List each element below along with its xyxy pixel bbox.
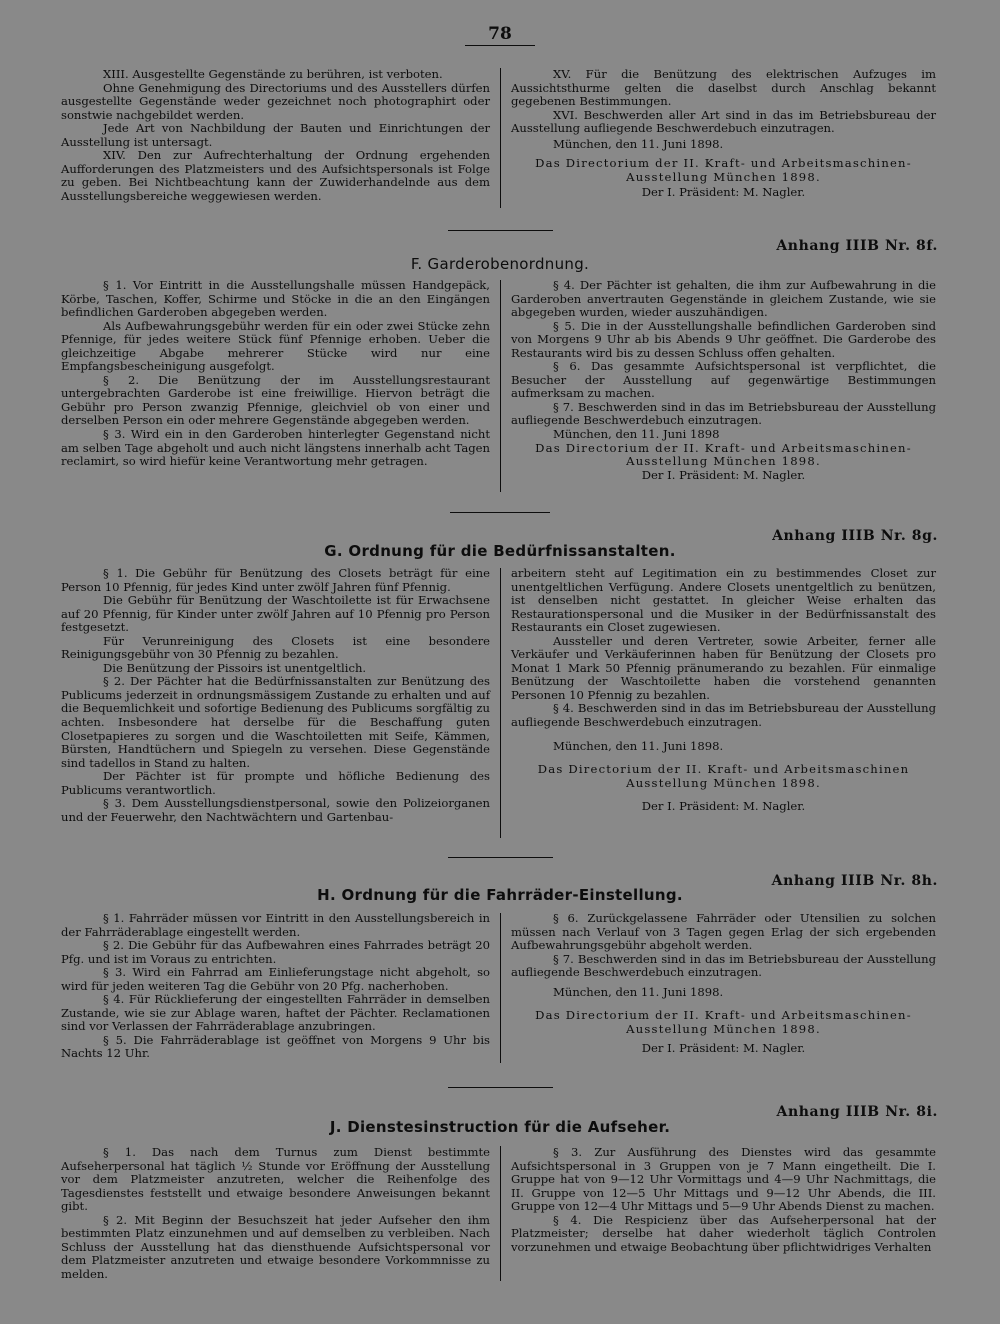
paragraph: § 4. Die Respicienz über das Aufseherpersonal hat der Platzmeister; derselbe hat daher wiederholt täglich Controlen vorzunehmen und etwaige Beobachtung über pflichtwidriges Verhalten bbox=[511, 1212, 936, 1254]
paragraph: Aussteller und deren Vertreter, sowie Arbeiter, ferner alle Verkäufer und Verkäuferinnen haben für Benützung der Closets pro Monat 1 Mark 50 Pfennig pränumerando zu bezahlen. Für einmalige Benützung der Waschtoilette haben die vorstehend genannten Personen 10 Pfennig zu bezahlen. bbox=[511, 633, 936, 702]
paragraph: § 1. Die Gebühr für Benützung des Closets beträgt für eine Person 10 Pfennig, für jedes Kind unter zwölf Jahren fünf Pfennig. bbox=[61, 566, 490, 594]
sec-h-left-column bbox=[61, 912, 490, 1061]
paragraph: Der Pächter ist für prompte und höfliche Bedienung des Publicums verantwortlich. bbox=[61, 769, 490, 797]
paragraph: § 1. Das nach dem Turnus zum Dienst bestimmte Aufseherpersonal hat täglich ½ Stunde vor Eröffnung der Ausstellung vor dem Platzmeister anzutreten, welcher die Reihenfolge des Tagesdienstes feststellt und etwaige besondere Anweisungen bekannt gibt. bbox=[61, 1145, 490, 1214]
paragraph: XIV. Den zur Aufrechterhaltung der Ordnung ergehenden Aufforderungen des Platzmeisters und des Aufsichtspersonals ist Folge zu geben. Bei Nichtbeachtung kann der Zuwiderhandelnde aus dem Ausstellungsbereiche weggewiesen werden. bbox=[61, 148, 490, 203]
sec-f-right-column bbox=[511, 279, 936, 482]
sec-g-left-column bbox=[61, 567, 490, 824]
column-divider bbox=[500, 68, 501, 208]
paragraph: § 4. Beschwerden sind in das im Betriebsbureau der Ausstellung aufliegende Beschwerdebuch einzutragen. bbox=[511, 701, 936, 730]
column-divider bbox=[500, 568, 501, 838]
paragraph: § 7. Beschwerden sind in das im Betriebsbureau der Ausstellung aufliegende Beschwerdebuch einzutragen. bbox=[511, 951, 936, 980]
paragraph: Für Verunreinigung des Closets ist eine besondere Reinigungsgebühr von 30 Pfennig zu bezahlen. bbox=[61, 633, 490, 662]
paragraph: § 1. Fahrräder müssen vor Eintritt in den Ausstellungsbereich in der Fahrräderablage eingestellt werden. bbox=[61, 911, 490, 939]
signature-president: Der I. Präsident: M. Nagler. bbox=[641, 467, 806, 482]
section-separator bbox=[450, 512, 550, 513]
signature-president: Der I. Präsident: M. Nagler. bbox=[641, 799, 806, 814]
paragraph: § 3. Dem Ausstellungsdienstpersonal, sowie den Polizeiorganen und der Feuerwehr, den Nachtwächtern und Gartenbau- bbox=[61, 796, 490, 824]
signature-date: München, den 11. Juni 1898. bbox=[553, 984, 724, 999]
sec-e-right-column bbox=[511, 68, 936, 200]
section-title: F. Garderobenordnung. bbox=[410, 255, 590, 273]
paragraph: § 2. Der Pächter hat die Bedürfnissanstalten zur Benützung des Publicums jederzeit in ordnungsmässigem Zustande zu erhalten und auf die Bequemlichkeit und sofortige Bedienung des Publicums sorgfältig zu achten. Insbesondere hat derselbe für die Beschaffung guten Closetpapieres zu sorgen und die Waschtoiletten mit Seife, Kämmen, Bürsten, Handtüchern und Spiegeln zu versehen. Diese Gegenstände sind tadellos in Stand zu halten. bbox=[61, 674, 490, 770]
sec-j-left-column bbox=[61, 1146, 490, 1281]
signature-directorate: Das Directorium der II. Kraft- und Arbeitsmaschinen bbox=[537, 762, 910, 777]
section-separator bbox=[448, 1087, 553, 1088]
annex-label: Anhang IIIB Nr. 8h. bbox=[771, 873, 938, 889]
paragraph: arbeitern steht auf Legitimation ein zu bestimmendes Closet zur unentgeltlichen Verfügung. Andere Closets unentgeltlich zu benützen, ist denselben nicht gestattet. In gleicher Weise erhalten das Restaurationspersonal und die Musiker in der Bedürfnissanstalt des Restaurants ein Closet zugewiesen. bbox=[511, 566, 936, 635]
paragraph: XIII. Ausgestellte Gegenstände zu berühren, ist verboten. bbox=[103, 67, 443, 81]
paragraph: § 5. Die in der Ausstellungshalle befindlichen Garderoben sind von Morgens 9 Uhr ab bis Abends 9 Uhr geöffnet. Die Garderobe des Restaurants wird bis zu dessen Schluss offen gehalten. bbox=[511, 318, 936, 360]
paragraph: Die Benützung der Pissoirs ist unentgeltlich. bbox=[103, 660, 367, 675]
paragraph: Ohne Genehmigung des Directoriums und des Ausstellers dürfen ausgestellte Gegenstände weder gezeichnet noch photographirt oder sonstwie nachgebildet werden. bbox=[61, 80, 490, 122]
paragraph: § 3. Wird ein Fahrrad am Einlieferungstage nicht abgeholt, so wird für jeden weiteren Tag die Gebühr von 20 Pfg. nacherhoben. bbox=[61, 965, 490, 993]
paragraph: § 2. Die Benützung der im Ausstellungsrestaurant untergebrachten Garderobe ist eine freiwillige. Hiervon beträgt die Gebühr pro Person zwanzig Pfennige, gleichviel ob von einer und derselben Person ein oder mehrere Gegenstände abgegeben werden. bbox=[61, 372, 490, 428]
signature-directorate: Ausstellung München 1898. bbox=[626, 169, 821, 184]
annex-label: Anhang IIIB Nr. 8f. bbox=[776, 238, 938, 254]
section-title: G. Ordnung für die Bedürfnissanstalten. bbox=[324, 542, 676, 560]
sec-f-left-column bbox=[61, 279, 490, 469]
paragraph: § 2. Mit Beginn der Besuchszeit hat jeder Aufseher den ihm bestimmten Platz einzunehmen und auf demselben zu verbleiben. Nach Schluss der Ausstellung hat das diensthuende Aufsichtspersonal vor dem Platzmeister anzutreten und etwaige besondere Vorkommnisse zu melden. bbox=[61, 1212, 490, 1281]
paragraph: § 3. Zur Ausführung des Dienstes wird das gesammte Aufsichtspersonal in 3 Gruppen von je 7 Mann eingetheilt. Die I. Gruppe hat von 9—12 Uhr Vormittags und 4—9 Uhr Nachmittags, die II. Gruppe von 12—5 Uhr Mittags und 9—12 Uhr Abends, die III. Gruppe von 12—4 Uhr Mittags und 5—9 Uhr Abends Dienst zu machen. bbox=[511, 1145, 936, 1214]
sec-j-right-column bbox=[511, 1146, 936, 1254]
paragraph: Jede Art von Nachbildung der Bauten und Einrichtungen der Ausstellung ist untersagt. bbox=[61, 121, 490, 149]
signature-directorate: Ausstellung München 1898. bbox=[626, 775, 821, 790]
sec-g-right-column bbox=[511, 567, 936, 814]
annex-label: Anhang IIIB Nr. 8g. bbox=[772, 528, 938, 544]
paragraph: Die Gebühr für Benützung der Waschtoilette ist für Erwachsene auf 20 Pfennig, für Kinder unter zwölf Jahren auf 10 Pfennig pro Person festgesetzt. bbox=[61, 593, 490, 635]
paragraph: § 3. Wird ein in den Garderoben hinterlegter Gegenstand nicht am selben Tage abgeholt und auch nicht längstens innerhalb acht Tagen reclamirt, so wird hiefür keine Verantwortung mehr getragen. bbox=[61, 427, 490, 469]
paragraph: XV. Für die Benützung des elektrischen Aufzuges im Aussichtsthurme gelten die daselbst durch Anschlag bekannt gegebenen Bestimmungen. bbox=[511, 67, 936, 109]
paragraph: § 5. Die Fahrräderablage ist geöffnet von Morgens 9 Uhr bis Nachts 12 Uhr. bbox=[61, 1032, 490, 1061]
signature-president: Der I. Präsident: M. Nagler. bbox=[641, 185, 806, 200]
sec-e-left-column bbox=[61, 68, 490, 203]
sec-h-right-column bbox=[511, 912, 936, 1056]
signature-directorate: Das Directorium der II. Kraft- und Arbeitsmaschinen- bbox=[535, 156, 912, 171]
paragraph: § 4. Für Rücklieferung der eingestellten Fahrräder in demselben Zustande, wie sie zur Ablage waren, haftet der Pächter. Reclamationen sind vor Verlassen der Fahrräderablage anzubringen. bbox=[61, 992, 490, 1034]
signature-directorate: Das Directorium der II. Kraft- und Arbeitsmaschinen- bbox=[535, 1008, 912, 1023]
signature-date: München, den 11. Juni 1898. bbox=[553, 738, 724, 753]
signature-date: München, den 11. Juni 1898. bbox=[553, 136, 724, 151]
column-divider bbox=[500, 1146, 501, 1281]
paragraph: Als Aufbewahrungsgebühr werden für ein oder zwei Stücke zehn Pfennige, für jedes weitere Stück fünf Pfennige erhoben. Ueber die gleichzeitige Abgabe mehrerer Stücke wird nur eine Empfangsbescheinigung ausgefolgt. bbox=[61, 318, 490, 374]
paragraph: § 7. Beschwerden sind in das im Betriebsbureau der Ausstellung aufliegende Beschwerdebuch einzutragen. bbox=[511, 399, 936, 428]
section-title: J. Dienstesinstruction für die Aufseher. bbox=[329, 1118, 671, 1136]
paragraph: § 1. Vor Eintritt in die Ausstellungshalle müssen Handgepäck, Körbe, Taschen, Koffer, Schirme und Stöcke in die an den Eingängen befindlichen Garderoben abgegeben werden. bbox=[61, 278, 490, 320]
paragraph: XVI. Beschwerden aller Art sind in das im Betriebsbureau der Ausstellung aufliegende Beschwerdebuch einzutragen. bbox=[511, 107, 936, 136]
section-separator bbox=[448, 857, 553, 858]
signature-directorate: Das Directorium der II. Kraft- und Arbeitsmaschinen- bbox=[535, 440, 912, 455]
signature-directorate: Ausstellung München 1898. bbox=[626, 454, 821, 469]
section-title: H. Ordnung für die Fahrräder-Einstellung. bbox=[317, 886, 683, 904]
paragraph: § 4. Der Pächter ist gehalten, die ihm zur Aufbewahrung in die Garderoben anvertrauten Gegenstände in gleichem Zustande, wie sie abgegeben wurden, wieder auszuhändigen. bbox=[511, 278, 936, 320]
paragraph: § 6. Zurückgelassene Fahrräder oder Utensilien zu solchen müssen nach Verlauf von 3 Tagen gegen Erlag der sich ergebenden Aufbewahrungsgebühr abgeholt werden. bbox=[511, 911, 936, 953]
page-number-rule bbox=[465, 45, 535, 46]
paragraph: § 6. Das gesammte Aufsichtspersonal ist verpflichtet, die Besucher der Ausstellung auf gegenwärtige Bestimmungen aufmerksam zu machen. bbox=[511, 359, 936, 401]
section-separator bbox=[448, 230, 553, 231]
signature-date: München, den 11. Juni 1898 bbox=[553, 427, 720, 442]
column-divider bbox=[500, 913, 501, 1063]
signature-directorate: Ausstellung München 1898. bbox=[626, 1021, 821, 1036]
signature-president: Der I. Präsident: M. Nagler. bbox=[641, 1041, 806, 1056]
paragraph: § 2. Die Gebühr für das Aufbewahren eines Fahrrades beträgt 20 Pfg. und ist im Voraus zu entrichten. bbox=[61, 938, 490, 966]
page-number: 78 bbox=[488, 24, 512, 44]
column-divider bbox=[500, 280, 501, 492]
annex-label: Anhang IIIB Nr. 8i. bbox=[776, 1104, 938, 1120]
